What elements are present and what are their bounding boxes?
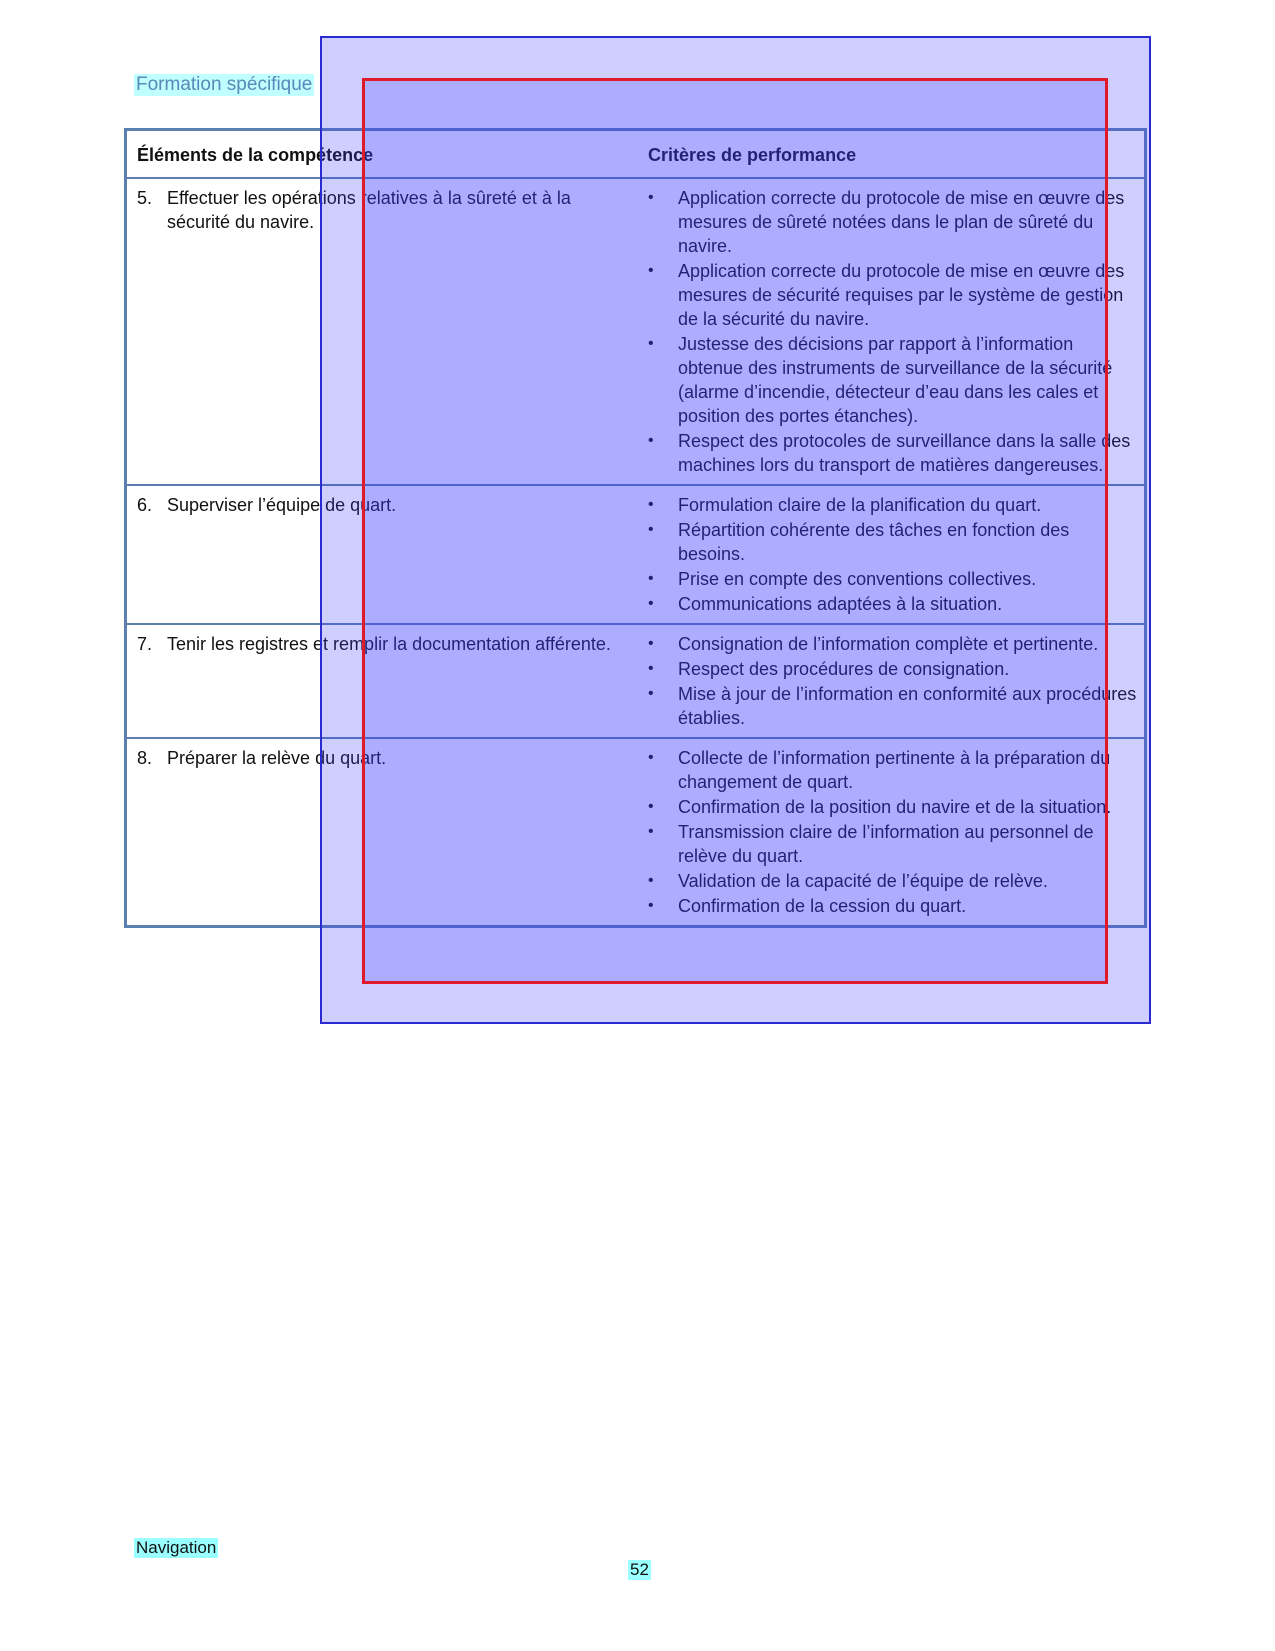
criteria-cell <box>638 738 1144 925</box>
bullet-icon: • <box>648 262 654 279</box>
table-row <box>127 485 1144 624</box>
bullet-icon: • <box>648 521 654 538</box>
criteria-item <box>648 820 1138 868</box>
bullet-icon: • <box>648 798 654 815</box>
table-body <box>127 178 1144 925</box>
criteria-text: Validation de la capacité de l’équipe de relève. <box>678 871 1048 891</box>
criteria-text: Justesse des décisions par rapport à l’information obtenue des instruments de surveillance de la sécurité (alarme d’incendie, détecteur d’eau dans les cales et position des portes étanches). <box>678 334 1113 426</box>
bullet-icon: • <box>648 749 654 766</box>
bullet-icon: • <box>648 685 654 702</box>
criteria-text: Respect des protocoles de surveillance dans la salle des machines lors du transport de matières dangereuses. <box>678 431 1131 475</box>
element-number: 6. <box>137 495 153 515</box>
criteria-list <box>648 746 1138 918</box>
criteria-list <box>648 493 1138 616</box>
criteria-item <box>648 869 1138 893</box>
criteria-text: Transmission claire de l’information au personnel de relève du quart. <box>678 822 1094 866</box>
criteria-text: Prise en compte des conventions collectives. <box>678 569 1037 589</box>
criteria-item <box>648 632 1138 656</box>
criteria-cell <box>638 485 1144 624</box>
element-text: Préparer la relève du quart. <box>167 748 387 768</box>
criteria-item <box>648 567 1138 591</box>
criteria-text: Application correcte du protocole de mise en œuvre des mesures de sûreté notées dans le plan de sûreté du navire. <box>678 188 1125 256</box>
criteria-item <box>648 332 1138 428</box>
criteria-list <box>648 632 1138 730</box>
bullet-icon: • <box>648 872 654 889</box>
column-header-criteria: Critères de performance <box>648 145 857 165</box>
bullet-icon: • <box>648 335 654 352</box>
competence-element <box>137 186 632 234</box>
criteria-item <box>648 746 1138 794</box>
competence-element <box>137 632 632 656</box>
element-text: Effectuer les opérations relatives à la sûreté et à la sécurité du navire. <box>167 188 571 232</box>
bullet-icon: • <box>648 496 654 513</box>
bullet-icon: • <box>648 595 654 612</box>
criteria-text: Consignation de l’information complète et pertinente. <box>678 634 1099 654</box>
element-cell <box>127 624 638 738</box>
element-text: Superviser l’équipe de quart. <box>167 495 397 515</box>
bullet-icon: • <box>648 897 654 914</box>
criteria-item <box>648 259 1138 331</box>
element-text: Tenir les registres et remplir la documentation afférente. <box>167 634 611 654</box>
element-cell <box>127 178 638 485</box>
element-number: 7. <box>137 634 153 654</box>
criteria-list <box>648 186 1138 477</box>
table-row <box>127 624 1144 738</box>
criteria-item <box>648 795 1138 819</box>
table-header-row <box>127 131 1144 178</box>
bullet-icon: • <box>648 823 654 840</box>
criteria-item <box>648 493 1138 517</box>
criteria-text: Communications adaptées à la situation. <box>678 594 1003 614</box>
bullet-icon: • <box>648 189 654 206</box>
criteria-item <box>648 186 1138 258</box>
page-number: 52 <box>630 1560 649 1579</box>
criteria-text: Collecte de l’information pertinente à la préparation du changement de quart. <box>678 748 1111 792</box>
criteria-item <box>648 518 1138 566</box>
element-number: 8. <box>137 748 153 768</box>
bullet-icon: • <box>648 635 654 652</box>
column-header-elements: Éléments de la compétence <box>137 145 374 165</box>
navigation-link[interactable]: Navigation <box>136 1538 217 1557</box>
element-cell <box>127 738 638 925</box>
criteria-item <box>648 657 1138 681</box>
table-row <box>127 178 1144 485</box>
criteria-text: Répartition cohérente des tâches en fonction des besoins. <box>678 520 1070 564</box>
criteria-text: Formulation claire de la planification du quart. <box>678 495 1042 515</box>
bullet-icon: • <box>648 570 654 587</box>
element-number: 5. <box>137 188 153 208</box>
criteria-item <box>648 894 1138 918</box>
element-cell <box>127 485 638 624</box>
criteria-text: Application correcte du protocole de mise en œuvre des mesures de sécurité requises par le système de gestion de la sécurité du navire. <box>678 261 1125 329</box>
table-row <box>127 738 1144 925</box>
criteria-text: Mise à jour de l’information en conformité aux procédures établies. <box>678 684 1137 728</box>
criteria-cell <box>638 624 1144 738</box>
competence-element <box>137 493 632 517</box>
criteria-item <box>648 682 1138 730</box>
criteria-text: Respect des procédures de consignation. <box>678 659 1010 679</box>
competence-element <box>137 746 632 770</box>
bullet-icon: • <box>648 432 654 449</box>
page-section-title: Formation spécifique <box>136 74 313 95</box>
bullet-icon: • <box>648 660 654 677</box>
criteria-item <box>648 429 1138 477</box>
criteria-text: Confirmation de la cession du quart. <box>678 896 967 916</box>
criteria-cell <box>638 178 1144 485</box>
competence-table <box>124 128 1147 928</box>
criteria-text: Confirmation de la position du navire et de la situation. <box>678 797 1112 817</box>
criteria-item <box>648 592 1138 616</box>
